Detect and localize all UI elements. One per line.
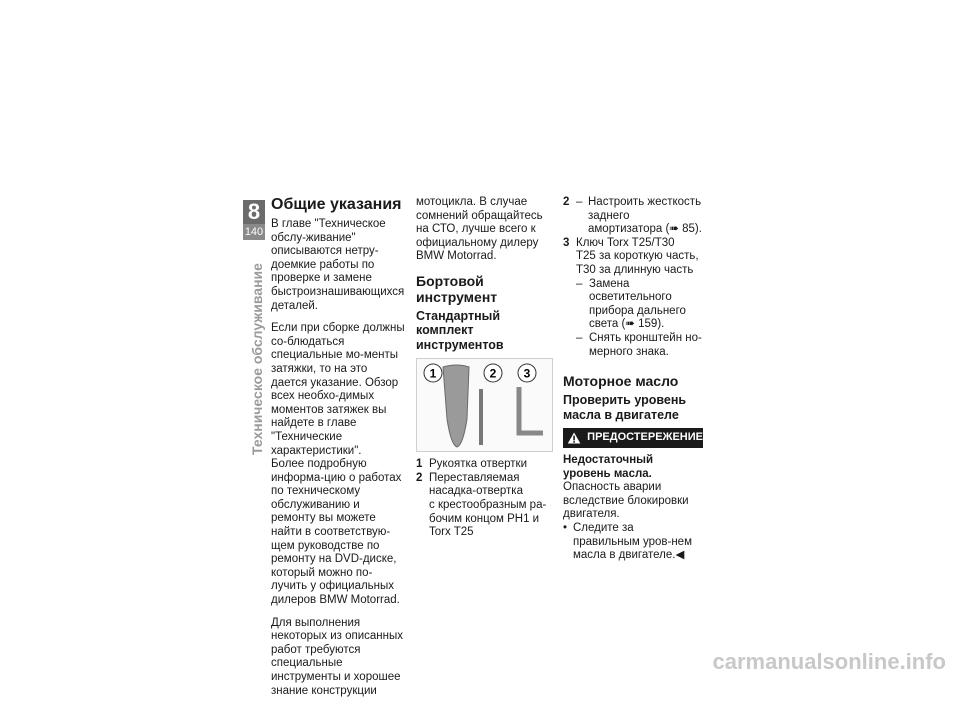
legend-number: 2 — [416, 471, 423, 484]
page-number: 140 — [244, 226, 264, 238]
dash: – — [576, 277, 583, 290]
legend-item — [563, 237, 703, 278]
column-1 — [271, 196, 406, 707]
chapter-number: 8 — [247, 199, 261, 224]
torx-key-shape — [519, 387, 543, 433]
paragraph: Если при сборке должны со-блюдаться специальные мо-менты затяжки, то на это дается указание. Обзор всех необхо-димых моментов затяжек вы найдете в главе "Технические характеристики". — [271, 322, 405, 457]
legend-line: Переставляемая насадка-отвертка — [429, 471, 523, 498]
chapter-side-title: Техническое обслуживание — [249, 263, 265, 455]
legend-item — [416, 472, 553, 540]
callout-label-2: 2 — [489, 366, 497, 381]
column-3 — [563, 196, 703, 563]
section-title: Общие указания — [271, 196, 402, 213]
column-2 — [416, 196, 553, 540]
legend-number: 2 — [563, 196, 570, 208]
legend-text: T25 за короткую часть, T30 за длинную часть — [576, 250, 699, 276]
sub-item — [576, 332, 703, 359]
legend-text — [429, 472, 553, 540]
warning-text: Опасность аварии вследствие блокировки двигателя. — [563, 481, 689, 521]
legend-text: Настроить жесткость заднего амортизатора (➠ 85). — [588, 196, 702, 236]
warning-title: Недостаточный уровень масла. — [563, 453, 654, 480]
screwdriver-handle-shape — [443, 365, 469, 447]
bullet-item — [563, 522, 703, 563]
section-title: Моторное масло — [563, 373, 679, 390]
sub-item-text: Снять кронштейн но-мерного знака. — [589, 331, 702, 358]
dash: – — [576, 331, 583, 344]
legend-number: 1 — [416, 458, 423, 471]
legend-text: Рукоятка отвертки — [429, 458, 527, 471]
legend-item — [416, 458, 553, 472]
legend-text: Ключ Torx T25/T30 — [576, 236, 675, 249]
warning-banner — [563, 428, 703, 448]
callout-label-3: 3 — [523, 366, 531, 381]
toolkit-figure — [416, 358, 553, 452]
subsection-title: Стандартный комплект инструментов — [416, 308, 504, 352]
paragraph: В главе "Техническое обслу-живание" описываются нетру-доемкие работы по проверке и замене быстроизнашивающихся деталей. — [271, 218, 405, 312]
paragraph: Более подробную информа-цию о работах по техническому обслуживанию и ремонту вы можете найти в соответствую-щем руководстве по ремонту на DVD-диске, который можно по-лучить у официальных дилеров BMW Motorrad. — [271, 458, 402, 607]
warning-label: ПРЕДОСТЕРЕЖЕНИЕ — [587, 431, 703, 444]
dash: – — [576, 196, 583, 208]
subsection-title: Проверить уровень масла в двигателе — [563, 393, 687, 422]
section-title: Бортовой инструмент — [416, 272, 498, 305]
paragraph: Для выполнения некоторых из описанных работ требуются специальные инструменты и хорошее знание конструкции — [271, 616, 403, 697]
callout-label-1: 1 — [429, 366, 437, 381]
watermark: carmanualsonline.info — [712, 649, 946, 674]
bullet-text: Следите за правильным уров-нем масла в двигателе.◀ — [573, 521, 692, 562]
sub-item-text: Замена осветительного прибора дальнего света (➠ 159). — [589, 277, 686, 331]
legend-item — [563, 196, 703, 237]
bullet-mark: • — [563, 521, 568, 534]
legend-line: с крестообразным ра-бочим концом PH1 и Torx T25 — [429, 498, 547, 539]
paragraph: мотоцикла. В случае сомнений обращайтесь на СТО, лучше всего к официальному дилеру BMW Motorrad. — [416, 196, 543, 263]
legend-number: 3 — [563, 236, 570, 249]
sub-item — [576, 278, 703, 332]
warning-triangle-icon — [567, 430, 581, 446]
toolkit-illustration — [417, 359, 552, 451]
